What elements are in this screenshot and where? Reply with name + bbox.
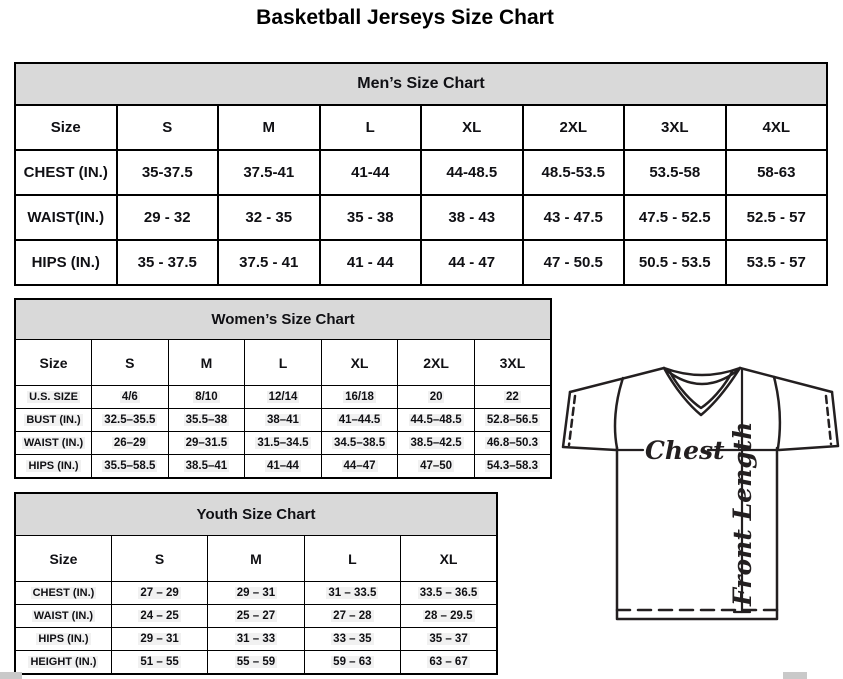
- size-cell: 29–31.5: [168, 432, 245, 455]
- size-cell: 31.5–34.5: [245, 432, 322, 455]
- column-header: XL: [401, 536, 497, 582]
- row-label: HIPS (IN.): [15, 455, 92, 479]
- table-row: [15, 582, 497, 605]
- row-label: WAIST (IN.): [15, 605, 111, 628]
- size-cell: 35-37.5: [117, 150, 219, 195]
- size-cell: 34.5–38.5: [321, 432, 398, 455]
- size-cell: 25 – 27: [208, 605, 304, 628]
- column-header: S: [117, 105, 219, 150]
- gray-fragment-right: [783, 672, 807, 679]
- column-header: 3XL: [624, 105, 726, 150]
- size-cell: 8/10: [168, 386, 245, 409]
- column-header: Size: [15, 105, 117, 150]
- size-cell: 35 - 37.5: [117, 240, 219, 285]
- jersey-shoulder-right: [740, 368, 832, 392]
- size-cell: 16/18: [321, 386, 398, 409]
- size-cell: 4/6: [92, 386, 169, 409]
- table-row: [15, 409, 551, 432]
- size-cell: 47–50: [398, 455, 475, 479]
- size-cell: 51 – 55: [111, 651, 207, 675]
- youth-size-chart-table: [14, 492, 498, 668]
- size-cell: 38.5–42.5: [398, 432, 475, 455]
- table-title: Youth Size Chart: [15, 493, 497, 536]
- column-header: 2XL: [398, 340, 475, 386]
- size-cell: 22: [474, 386, 551, 409]
- chest-label: Chest: [645, 436, 725, 465]
- size-cell: 47.5 - 52.5: [624, 195, 726, 240]
- size-cell: 38 - 43: [421, 195, 523, 240]
- row-label: U.S. SIZE: [15, 386, 92, 409]
- size-cell: 26–29: [92, 432, 169, 455]
- table-row: [15, 195, 827, 240]
- mens-size-chart-table: [14, 62, 828, 276]
- column-header: M: [218, 105, 320, 150]
- size-cell: 20: [398, 386, 475, 409]
- column-header: XL: [321, 340, 398, 386]
- size-cell: 44.5–48.5: [398, 409, 475, 432]
- column-header: M: [168, 340, 245, 386]
- table-title: Men’s Size Chart: [15, 63, 827, 105]
- row-label: WAIST(IN.): [15, 195, 117, 240]
- size-cell: 31 – 33: [208, 628, 304, 651]
- jersey-shoulder-left: [570, 368, 664, 392]
- size-cell: 41 - 44: [320, 240, 422, 285]
- size-cell: 35.5–58.5: [92, 455, 169, 479]
- size-cell: 35.5–38: [168, 409, 245, 432]
- size-cell: 46.8–50.3: [474, 432, 551, 455]
- page-title: Basketball Jerseys Size Chart: [256, 6, 554, 29]
- size-cell: 44 - 47: [421, 240, 523, 285]
- size-cell: 47 - 50.5: [523, 240, 625, 285]
- size-cell: 35 - 38: [320, 195, 422, 240]
- table-row: [15, 240, 827, 285]
- column-header: Size: [15, 340, 92, 386]
- jersey-outline-svg: [560, 362, 840, 632]
- table-title: Women’s Size Chart: [15, 299, 551, 340]
- size-cell: 12/14: [245, 386, 322, 409]
- table-row: [15, 628, 497, 651]
- row-label: HIPS (IN.): [15, 628, 111, 651]
- size-cell: 52.8–56.5: [474, 409, 551, 432]
- column-header: XL: [421, 105, 523, 150]
- gray-fragment-left: [0, 672, 22, 679]
- size-cell: 53.5 - 57: [726, 240, 828, 285]
- size-cell: 41-44: [320, 150, 422, 195]
- table-row: [15, 386, 551, 409]
- column-header: L: [245, 340, 322, 386]
- row-label: BUST (IN.): [15, 409, 92, 432]
- size-cell: 31 – 33.5: [304, 582, 400, 605]
- size-cell: 63 – 67: [401, 651, 497, 675]
- row-label: HEIGHT (IN.): [15, 651, 111, 675]
- size-cell: 50.5 - 53.5: [624, 240, 726, 285]
- column-header: L: [320, 105, 422, 150]
- size-cell: 59 – 63: [304, 651, 400, 675]
- size-cell: 27 – 28: [304, 605, 400, 628]
- table-row: [15, 455, 551, 479]
- row-label: WAIST (IN.): [15, 432, 92, 455]
- front-length-label: Front Length: [728, 421, 757, 606]
- size-cell: 27 – 29: [111, 582, 207, 605]
- size-cell: 38.5–41: [168, 455, 245, 479]
- size-cell: 38–41: [245, 409, 322, 432]
- column-header: S: [111, 536, 207, 582]
- size-cell: 55 – 59: [208, 651, 304, 675]
- size-cell: 37.5-41: [218, 150, 320, 195]
- column-header: 4XL: [726, 105, 828, 150]
- size-cell: 37.5 - 41: [218, 240, 320, 285]
- size-cell: 33.5 – 36.5: [401, 582, 497, 605]
- size-cell: 24 – 25: [111, 605, 207, 628]
- table-row: [15, 432, 551, 455]
- table-row: [15, 651, 497, 675]
- size-cell: 44–47: [321, 455, 398, 479]
- size-cell: 48.5-53.5: [523, 150, 625, 195]
- jersey-collar-top-arc: [664, 368, 740, 375]
- jersey-armhole-right: [774, 377, 780, 448]
- jersey-sleeve-right-cuff-dash: [826, 396, 831, 444]
- row-label: HIPS (IN.): [15, 240, 117, 285]
- size-cell: 53.5-58: [624, 150, 726, 195]
- size-cell: 33 – 35: [304, 628, 400, 651]
- womens-size-chart-table: [14, 298, 552, 474]
- row-label: CHEST (IN.): [15, 582, 111, 605]
- column-header: Size: [15, 536, 111, 582]
- table-row: [15, 150, 827, 195]
- jersey-measurement-diagram: [560, 362, 840, 632]
- size-cell: 58-63: [726, 150, 828, 195]
- size-cell: 32 - 35: [218, 195, 320, 240]
- size-cell: 44-48.5: [421, 150, 523, 195]
- column-header: M: [208, 536, 304, 582]
- size-cell: 29 - 32: [117, 195, 219, 240]
- size-cell: 29 – 31: [111, 628, 207, 651]
- size-cell: 29 – 31: [208, 582, 304, 605]
- column-header: 3XL: [474, 340, 551, 386]
- column-header: S: [92, 340, 169, 386]
- size-cell: 54.3–58.3: [474, 455, 551, 479]
- column-header: L: [304, 536, 400, 582]
- size-cell: 32.5–35.5: [92, 409, 169, 432]
- size-cell: 28 – 29.5: [401, 605, 497, 628]
- size-cell: 35 – 37: [401, 628, 497, 651]
- size-cell: 43 - 47.5: [523, 195, 625, 240]
- column-header: 2XL: [523, 105, 625, 150]
- size-cell: 52.5 - 57: [726, 195, 828, 240]
- jersey-sleeve-left-cuff-dash: [569, 396, 575, 445]
- size-cell: 41–44.5: [321, 409, 398, 432]
- table-row: [15, 605, 497, 628]
- jersey-armhole-left: [615, 378, 623, 448]
- size-cell: 41–44: [245, 455, 322, 479]
- row-label: CHEST (IN.): [15, 150, 117, 195]
